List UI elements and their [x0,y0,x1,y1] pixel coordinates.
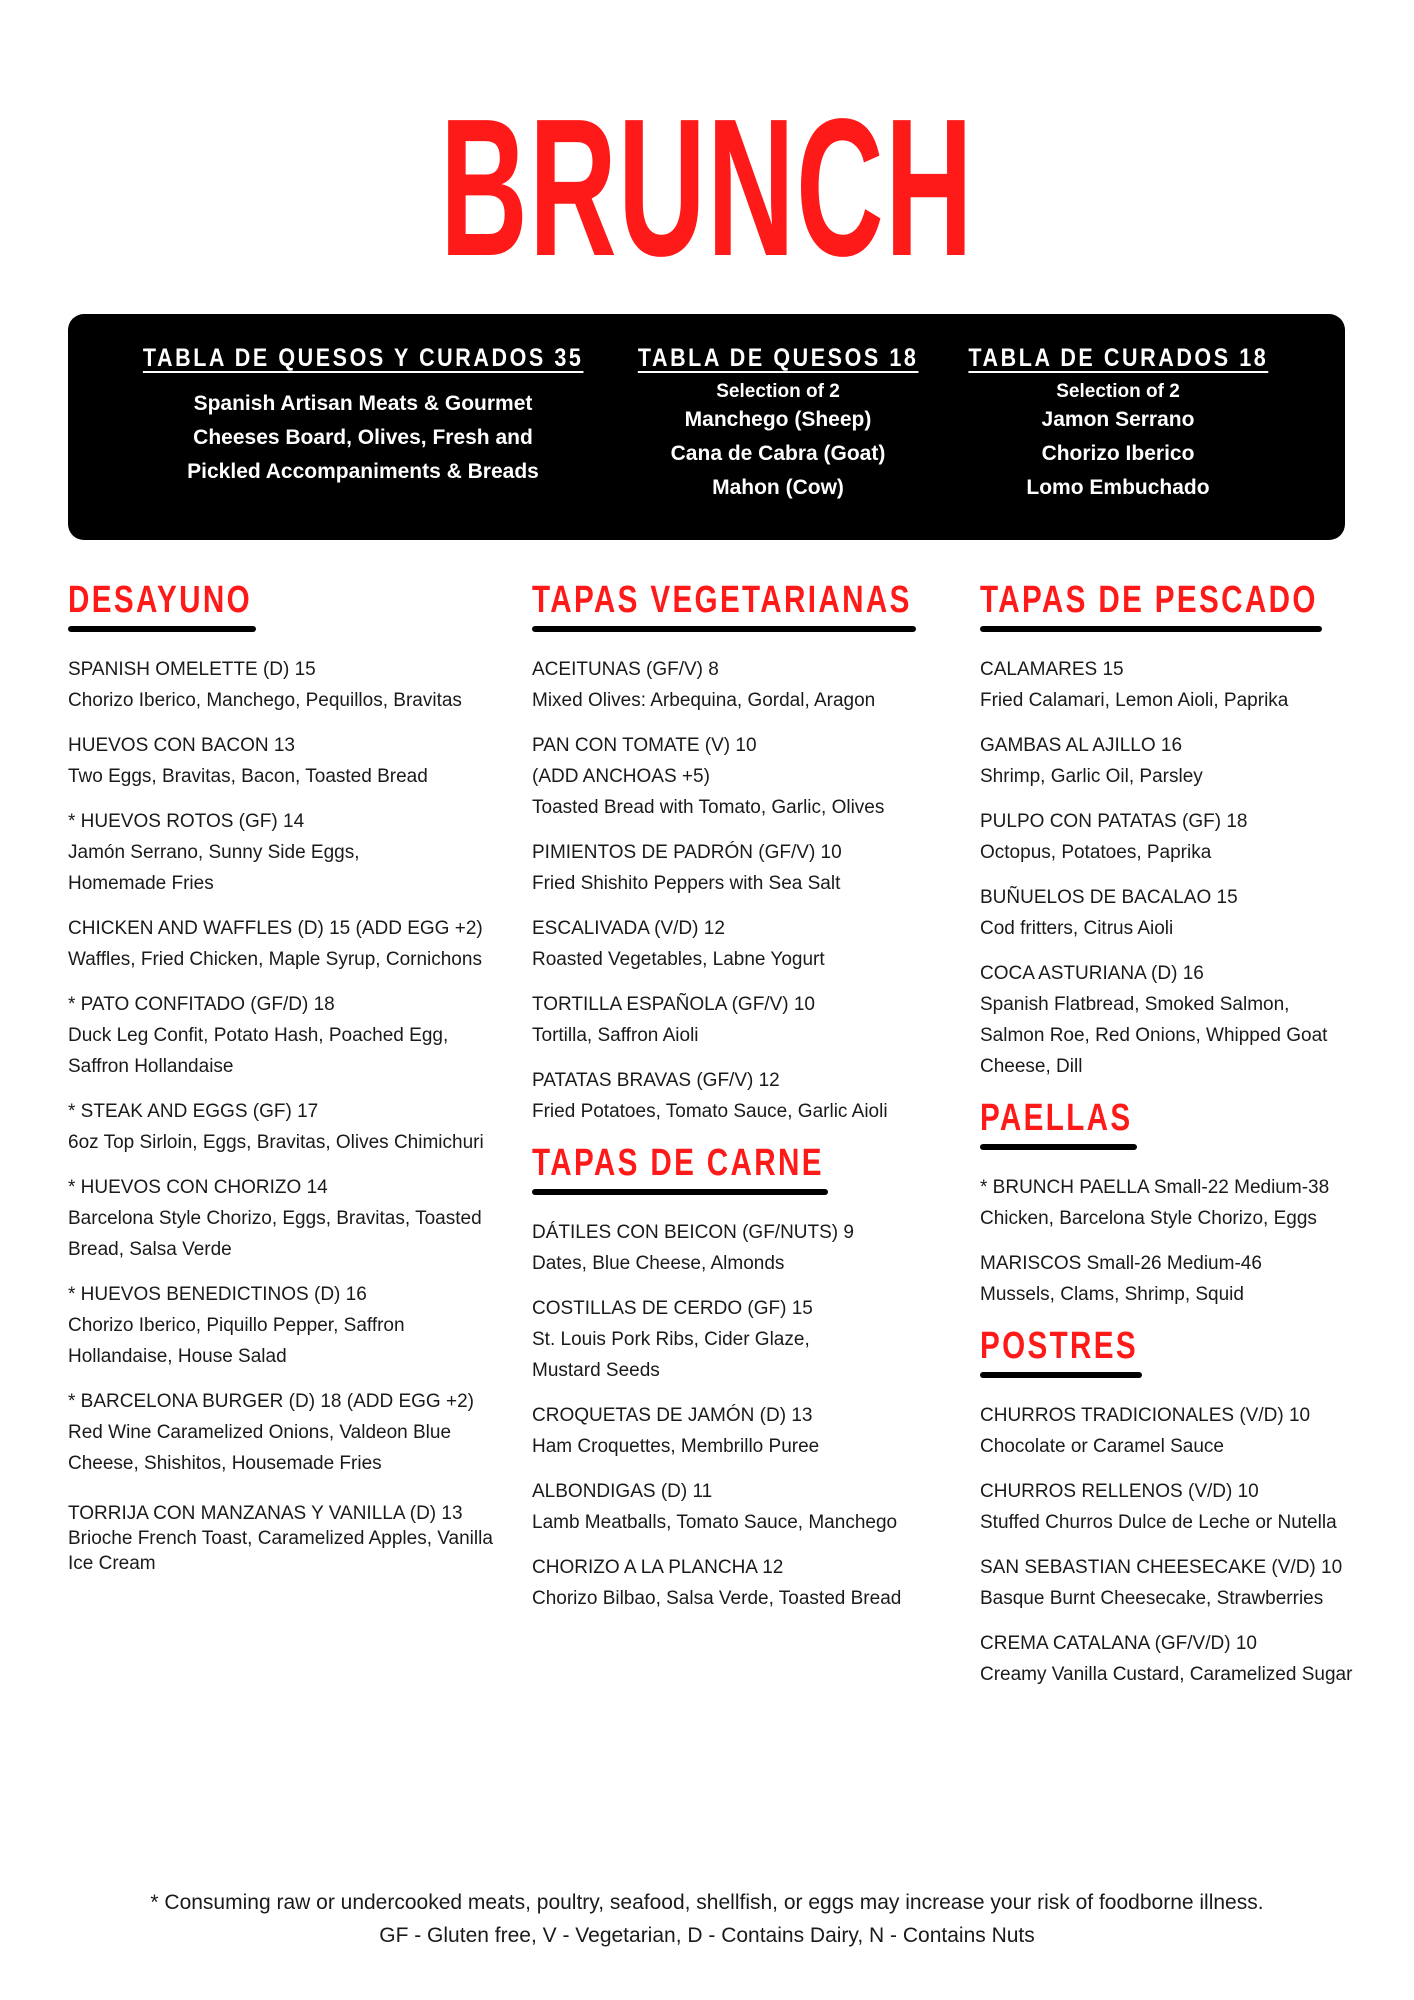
menu-item-description: Dates, Blue Cheese, Almonds [532,1253,785,1274]
menu-item [68,806,518,899]
menu-item [532,989,972,1051]
menu-column-right [980,578,1390,1704]
menu-item-description: Chorizo Iberico, Piquillo Pepper, Saffron Hollandaise, House Salad [68,1315,405,1367]
page-title: BRUNCH [440,78,974,297]
section-title: TAPAS DE PESCADO [980,579,1318,621]
menu-item-description: Stuffed Churros Dulce de Leche or Nutella [980,1512,1337,1533]
menu-item-name: * BARCELONA BURGER (D) 18 (ADD EGG +2) [68,1391,474,1412]
menu-item [980,1476,1390,1538]
menu-item-description: Basque Burnt Cheesecake, Strawberries [980,1588,1324,1609]
menu-item [68,913,518,975]
menu-item [532,1217,972,1279]
menu-item-name: BUÑUELOS DE BACALAO 15 [980,887,1238,908]
menu-item [68,654,518,716]
menu-item [980,882,1390,944]
menu-item-description: Creamy Vanilla Custard, Caramelized Sugar [980,1664,1353,1685]
menu-item [980,730,1390,792]
menu-item-name: ESCALIVADA (V/D) 12 [532,918,725,939]
menu-item [68,989,518,1082]
menu-item-name: * HUEVOS BENEDICTINOS (D) 16 [68,1284,367,1305]
menu-item [980,1628,1390,1690]
menu-item [532,1065,972,1127]
menu-item-description: Duck Leg Confit, Potato Hash, Poached Egg, Saffron Hollandaise [68,1025,449,1077]
menu-section [532,1141,972,1614]
menu-item-description: Mussels, Clams, Shrimp, Squid [980,1284,1244,1305]
section-heading [532,1141,828,1195]
menu-item [532,730,972,823]
menu-item-description: Fried Potatoes, Tomato Sauce, Garlic Aioli [532,1101,888,1122]
section-underline [980,626,1322,632]
food-safety-disclaimer: * Consuming raw or undercooked meats, poultry, seafood, shellfish, or eggs may increase your risk of foodborne illness. [150,1891,1264,1914]
menu-item-name: * HUEVOS CON CHORIZO 14 [68,1177,328,1198]
menu-item [980,958,1390,1082]
menu-item-name: PIMIENTOS DE PADRÓN (GF/V) 10 [532,842,842,863]
menu-item-name: * BRUNCH PAELLA Small-22 Medium-38 [980,1177,1330,1198]
board-option-line: Lomo Embuchado [1026,476,1210,499]
board-option [908,344,1328,505]
menu-item [532,1476,972,1538]
board-option-lines [908,403,1328,505]
board-option-line: Chorizo Iberico [1041,442,1195,465]
menu-item [68,1279,518,1372]
menu-item-description: Shrimp, Garlic Oil, Parsley [980,766,1203,787]
menu-item-description: Fried Shishito Peppers with Sea Salt [532,873,841,894]
board-option-subtitle: Selection of 2 [1056,381,1180,402]
menu-section [980,578,1390,1082]
menu-item-description: Ham Croquettes, Membrillo Puree [532,1436,820,1457]
menu-item-description: Tortilla, Saffron Aioli [532,1025,699,1046]
menu-item-name: PATATAS BRAVAS (GF/V) 12 [532,1070,780,1091]
menu-item-description: Red Wine Caramelized Onions, Valdeon Blue Cheese, Shishitos, Housemade Fries [68,1422,452,1474]
menu-column-middle [532,578,972,1628]
menu-item-name: TORRIJA CON MANZANAS Y VANILLA (D) 13 [68,1503,463,1524]
menu-item [68,1172,518,1265]
menu-item-description: Two Eggs, Bravitas, Bacon, Toasted Bread [68,766,428,787]
section-title: DESAYUNO [68,579,252,621]
section-underline [980,1144,1137,1150]
menu-item [68,730,518,792]
menu-item-description: Roasted Vegetables, Labne Yogurt [532,949,825,970]
menu-item-description: Chicken, Barcelona Style Chorizo, Eggs [980,1208,1317,1229]
menu-item-name: CREMA CATALANA (GF/V/D) 10 [980,1633,1257,1654]
menu-item-name: * HUEVOS ROTOS (GF) 14 [68,811,305,832]
menu-item [68,1501,518,1576]
section-underline [532,1189,828,1195]
menu-item [980,806,1390,868]
menu-item [532,913,972,975]
menu-item-description: Chorizo Bilbao, Salsa Verde, Toasted Bread [532,1588,902,1609]
menu-item-description: Barcelona Style Chorizo, Eggs, Bravitas, Toasted Bread, Salsa Verde [68,1208,482,1260]
menu-item-name: CHORIZO A LA PLANCHA 12 [532,1557,784,1578]
menu-item-name: ALBONDIGAS (D) 11 [532,1481,713,1502]
menu-section [68,578,518,1576]
section-title: POSTRES [980,1325,1139,1367]
menu-item-name: CALAMARES 15 [980,659,1124,680]
menu-item-name: COCA ASTURIANA (D) 16 [980,963,1204,984]
section-title: TAPAS VEGETARIANAS [532,579,912,621]
menu-item-name: SAN SEBASTIAN CHEESECAKE (V/D) 10 [980,1557,1343,1578]
menu-item-name: CHURROS TRADICIONALES (V/D) 10 [980,1405,1311,1426]
menu-item [532,1552,972,1614]
menu-item [532,837,972,899]
menu-item [532,1400,972,1462]
menu-item [68,1096,518,1158]
menu-item-name: SPANISH OMELETTE (D) 15 [68,659,316,680]
menu-item-name: PAN CON TOMATE (V) 10 (ADD ANCHOAS +5) [532,735,757,787]
cheese-board-banner [68,314,1345,540]
menu-item-name: CROQUETAS DE JAMÓN (D) 13 [532,1405,813,1426]
board-option-title: TABLA DE QUESOS 18 [637,344,919,372]
menu-item-description: Chocolate or Caramel Sauce [980,1436,1224,1457]
section-heading [980,578,1322,632]
menu-item-name: HUEVOS CON BACON 13 [68,735,295,756]
board-option-subtitle: Selection of 2 [716,381,840,402]
menu-item-name: PULPO CON PATATAS (GF) 18 [980,811,1248,832]
menu-item-description: Octopus, Potatoes, Paprika [980,842,1212,863]
menu-item-description: Toasted Bread with Tomato, Garlic, Olives [532,797,885,818]
menu-item-description: St. Louis Pork Ribs, Cider Glaze, Mustard Seeds [532,1329,810,1381]
menu-item [532,1293,972,1386]
menu-item-description: 6oz Top Sirloin, Eggs, Bravitas, Olives Chimichuri [68,1132,484,1153]
section-underline [68,626,256,632]
board-option-title: TABLA DE QUESOS Y CURADOS 35 [142,344,584,372]
board-option-line: Cana de Cabra (Goat) [670,442,886,465]
board-option-title: TABLA DE CURADOS 18 [968,344,1268,372]
menu-item [532,654,972,716]
board-option-line: Manchego (Sheep) [684,408,872,431]
menu-item-description: Brioche French Toast, Caramelized Apples, Vanilla Ice Cream [68,1528,493,1574]
board-option-line: Mahon (Cow) [712,476,844,499]
board-option-line: Pickled Accompaniments & Breads [187,460,539,483]
section-heading [980,1324,1142,1378]
section-title: TAPAS DE CARNE [532,1142,824,1184]
menu-item [980,1172,1390,1234]
section-underline [980,1372,1142,1378]
menu-section [532,578,972,1127]
menu-item-name: TORTILLA ESPAÑOLA (GF/V) 10 [532,994,815,1015]
menu-item-name: ACEITUNAS (GF/V) 8 [532,659,719,680]
menu-item [980,1248,1390,1310]
menu-item-name: * STEAK AND EGGS (GF) 17 [68,1101,319,1122]
section-heading [68,578,256,632]
section-heading [532,578,916,632]
menu-item [980,654,1390,716]
menu-item [980,1552,1390,1614]
menu-item-name: * PATO CONFITADO (GF/D) 18 [68,994,335,1015]
menu-item-name: DÁTILES CON BEICON (GF/NUTS) 9 [532,1222,854,1243]
menu-footer [0,1886,1414,1952]
menu-item [68,1386,518,1479]
menu-item-description: Chorizo Iberico, Manchego, Pequillos, Bravitas [68,690,462,711]
menu-item [980,1400,1390,1462]
section-heading [980,1096,1137,1150]
board-option-line: Jamon Serrano [1041,408,1195,431]
menu-item-name: COSTILLAS DE CERDO (GF) 15 [532,1298,813,1319]
menu-item-description: Spanish Flatbread, Smoked Salmon, Salmon Roe, Red Onions, Whipped Goat Cheese, Dill [980,994,1328,1077]
menu-item-name: MARISCOS Small-26 Medium-46 [980,1253,1262,1274]
dietary-legend: GF - Gluten free, V - Vegetarian, D - Contains Dairy, N - Contains Nuts [379,1924,1035,1947]
menu-item-description: Waffles, Fried Chicken, Maple Syrup, Cornichons [68,949,482,970]
section-underline [532,626,916,632]
board-option-line: Cheeses Board, Olives, Fresh and [193,426,533,449]
menu-item-name: CHURROS RELLENOS (V/D) 10 [980,1481,1259,1502]
menu-section [980,1096,1390,1310]
menu-item-description: Jamón Serrano, Sunny Side Eggs, Homemade Fries [68,842,360,894]
menu-section [980,1324,1390,1690]
section-title: PAELLAS [980,1097,1133,1139]
board-option-line: Spanish Artisan Meats & Gourmet [193,392,533,415]
menu-item-description: Mixed Olives: Arbequina, Gordal, Aragon [532,690,876,711]
menu-column-left [68,578,518,1590]
menu-item-name: GAMBAS AL AJILLO 16 [980,735,1183,756]
menu-item-description: Lamb Meatballs, Tomato Sauce, Manchego [532,1512,898,1533]
menu-item-name: CHICKEN AND WAFFLES (D) 15 (ADD EGG +2) [68,918,483,939]
menu-item-description: Cod fritters, Citrus Aioli [980,918,1174,939]
menu-item-description: Fried Calamari, Lemon Aioli, Paprika [980,690,1289,711]
